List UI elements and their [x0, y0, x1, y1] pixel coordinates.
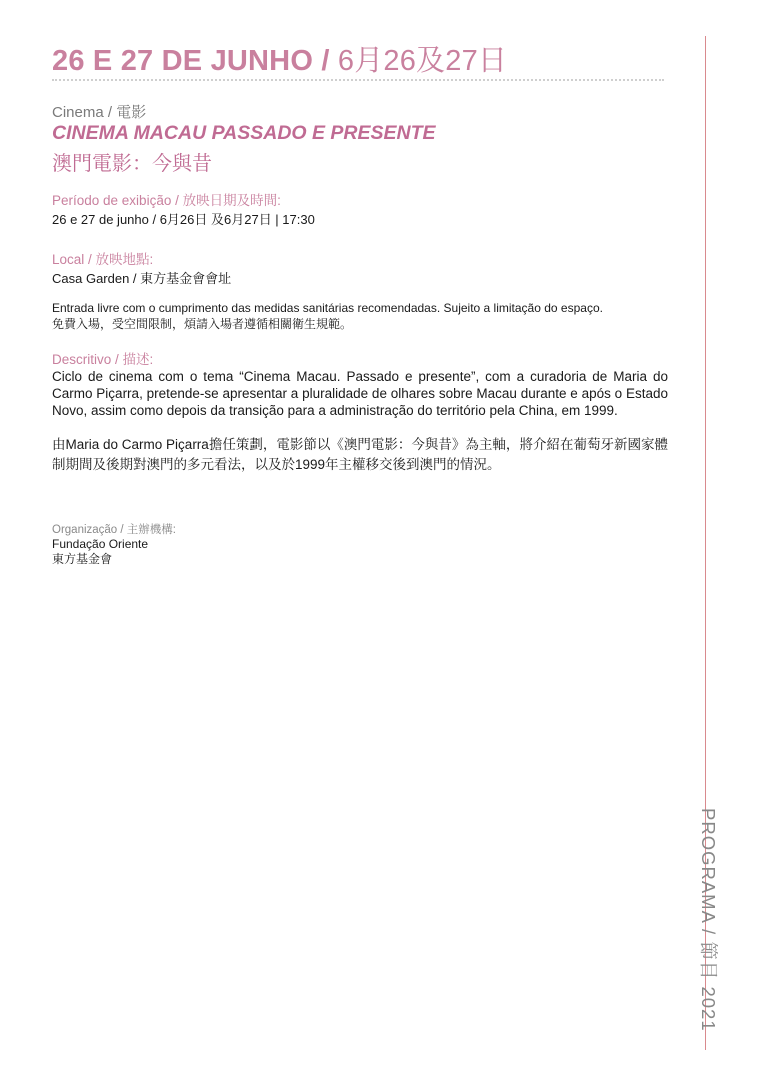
screening-period-value: 26 e 27 de junho / 6月26日 及6月27日 | 17:30: [52, 212, 315, 227]
description-pt: Ciclo de cinema com o tema “Cinema Macau. Passado e presente”, com a curadoria de Maria do Carmo Piçarra, pretende-se apresentar a pluralidade de olhares sobre Macau durante e após o Estado Novo, assim como depois da transição para a administração do território pela China, em 1999.: [52, 369, 668, 418]
event-title-pt: CINEMA MACAU PASSADO E PRESENTE: [52, 122, 436, 144]
screening-period-section: [52, 189, 668, 228]
date-heading-pt: 26 E 27 DE JUNHO: [52, 45, 314, 77]
organization-name-pt: Fundação Oriente: [52, 537, 149, 551]
entry-notice-pt: Entrada livre com o cumprimento das medidas sanitárias recomendadas. Sujeito a limitação do espaço.: [52, 301, 603, 315]
description-section: [52, 348, 668, 475]
event-title-zh: 澳門電影：今與昔: [52, 153, 212, 175]
screening-period-label: Período de exibição / 放映日期及時間:: [52, 193, 281, 208]
organization-name-zh: 東方基金會: [52, 552, 113, 566]
date-heading-separator: /: [313, 45, 338, 77]
organization-label: Organização / 主辦機構:: [52, 524, 176, 536]
location-value: Casa Garden / 東方基金會會址: [52, 271, 232, 286]
entry-notice: [52, 300, 668, 332]
side-program-label: PROGRAMA / 節目 2021: [698, 808, 719, 1032]
location-section: [52, 248, 668, 287]
location-label: Local / 放映地點:: [52, 252, 154, 267]
entry-notice-zh: 免費入場，受空間限制，煩請入場者遵循相關衛生規範。: [52, 317, 353, 331]
dotted-divider: [52, 79, 664, 81]
description-zh: 由Maria do Carmo Piçarra擔任策劃，電影節以《澳門電影：今與昔》為主軸，將介紹在葡萄牙新國家體制期間及後期對澳門的多元看法，以及於1999年主權移交後到澳門的情況。: [52, 437, 668, 472]
description-label: Descritivo / 描述:: [52, 352, 154, 367]
organization-section: [52, 521, 668, 567]
date-heading: [52, 38, 507, 79]
date-heading-zh: 6月26及27日: [337, 45, 508, 77]
event-category: Cinema / 電影: [52, 104, 147, 121]
